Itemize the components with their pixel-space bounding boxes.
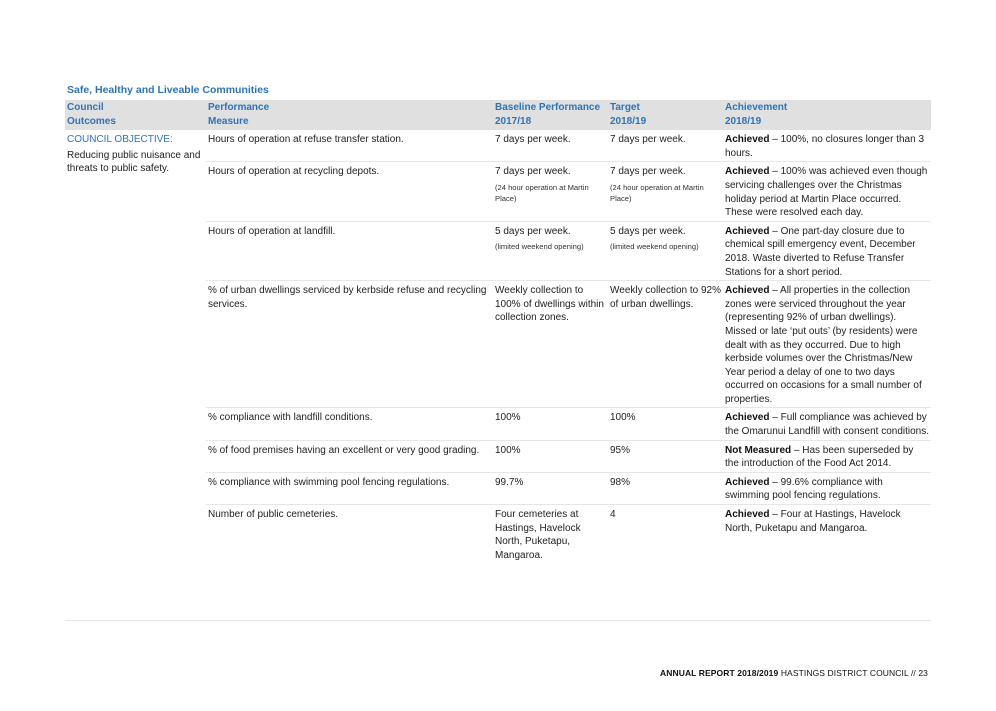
- measure-cell: Hours of operation at recycling depots.: [206, 162, 493, 221]
- header-target: Target 2018/19: [608, 100, 723, 130]
- achievement-status: Achieved: [725, 134, 770, 146]
- baseline-cell: Weekly collection to 100% of dwellings within collection zones.: [493, 281, 608, 408]
- council-objective-label: COUNCIL OBJECTIVE:: [67, 134, 173, 146]
- baseline-cell: Four cemeteries at Hastings, Havelock North, Puketapu, Mangaroa.: [495, 509, 581, 561]
- council-objective-cell: [65, 130, 206, 563]
- measure-cell: Number of public cemeteries.: [208, 509, 339, 521]
- measure-cell: % of food premises having an excellent or very good grading.: [206, 440, 493, 472]
- baseline-note: (24 hour operation at Martin Place): [495, 182, 589, 203]
- target-cell: 100%: [608, 408, 723, 440]
- target-cell: 7 days per week. (24 hour operation at Martin Place): [608, 162, 723, 221]
- baseline-cell: 7 days per week.: [493, 130, 608, 162]
- header-performance-measure: Performance Measure: [206, 100, 493, 130]
- baseline-note: (limited weekend opening): [495, 242, 584, 252]
- header-baseline-performance: Baseline Performance 2017/18: [493, 100, 608, 130]
- achievement-cell: Achieved – 99.6% compliance with swimming pool fencing regulations.: [723, 472, 931, 504]
- header-council-outcomes: Council Outcomes: [65, 100, 206, 130]
- target-cell: 4: [610, 509, 616, 521]
- target-cell: Weekly collection to 92% of urban dwellings.: [608, 281, 723, 408]
- achievement-cell: Achieved – Four at Hastings, Havelock North, Puketapu and Mangaroa.: [725, 509, 901, 534]
- baseline-cell: 100%: [493, 408, 608, 440]
- footer-council-name: HASTINGS DISTRICT COUNCIL: [780, 668, 909, 678]
- achievement-status: Achieved: [725, 476, 770, 488]
- council-objective-text: Reducing public nuisance and threats to public safety.: [67, 149, 201, 175]
- footer-separator: //: [910, 668, 916, 678]
- section-title: Safe, Healthy and Liveable Communities: [67, 84, 269, 96]
- header-achievement: Achievement 2018/19: [723, 100, 931, 130]
- target-note: (24 hour operation at Martin Place): [610, 182, 704, 203]
- achievement-status: Achieved: [725, 285, 770, 297]
- target-cell: 5 days per week. (limited weekend opening): [608, 221, 723, 280]
- achievement-cell: Not Measured – Has been superseded by the introduction of the Food Act 2014.: [723, 440, 931, 472]
- target-cell: 7 days per week.: [608, 130, 723, 162]
- table-header-row: [65, 100, 931, 130]
- table-row: [65, 130, 931, 162]
- measure-cell: % compliance with swimming pool fencing regulations.: [206, 472, 493, 504]
- page-number: 23: [918, 668, 928, 678]
- performance-table: [65, 100, 931, 563]
- measure-cell: Hours of operation at landfill.: [206, 221, 493, 280]
- achievement-status: Not Measured: [725, 444, 792, 456]
- baseline-cell: 7 days per week. (24 hour operation at Martin Place): [493, 162, 608, 221]
- measure-cell: Hours of operation at refuse transfer station.: [206, 130, 493, 162]
- achievement-status: Achieved: [725, 509, 770, 521]
- baseline-cell: 5 days per week. (limited weekend opening): [493, 221, 608, 280]
- measure-cell: % compliance with landfill conditions.: [206, 408, 493, 440]
- bottom-divider: [65, 620, 931, 621]
- target-cell: 95%: [608, 440, 723, 472]
- achievement-status: Achieved: [725, 412, 770, 424]
- baseline-cell: 100%: [493, 440, 608, 472]
- achievement-status: Achieved: [725, 225, 770, 237]
- measure-cell: % of urban dwellings serviced by kerbside refuse and recycling services.: [206, 281, 493, 408]
- target-note: (limited weekend opening): [610, 242, 699, 252]
- footer-report-title: ANNUAL REPORT 2018/2019: [659, 668, 779, 678]
- achievement-cell: Achieved – 100% was achieved even though servicing challenges over the Christmas holiday period at Martin Place occurred. These were resolved each day.: [723, 162, 931, 221]
- baseline-cell: 99.7%: [493, 472, 608, 504]
- achievement-cell: Achieved – All properties in the collection zones were serviced throughout the year (representing 92% of urban dwellings). Missed or late ‘put outs’ (by residents) were dealt with as they occurred. Due to high kerbside volumes over the Christmas/New Year period a delay of one to two days occurred on occasions for a small number of properties.: [723, 281, 931, 408]
- achievement-cell: Achieved – 100%, no closures longer than 3 hours.: [723, 130, 931, 162]
- target-cell: 98%: [608, 472, 723, 504]
- page-footer: [660, 668, 928, 678]
- achievement-status: Achieved: [725, 166, 770, 178]
- achievement-cell: Achieved – One part-day closure due to chemical spill emergency event, December 2018. Waste diverted to Refuse Transfer Stations for a short period.: [723, 221, 931, 280]
- achievement-cell: Achieved – Full compliance was achieved by the Omarunui Landfill with consent conditions.: [723, 408, 931, 440]
